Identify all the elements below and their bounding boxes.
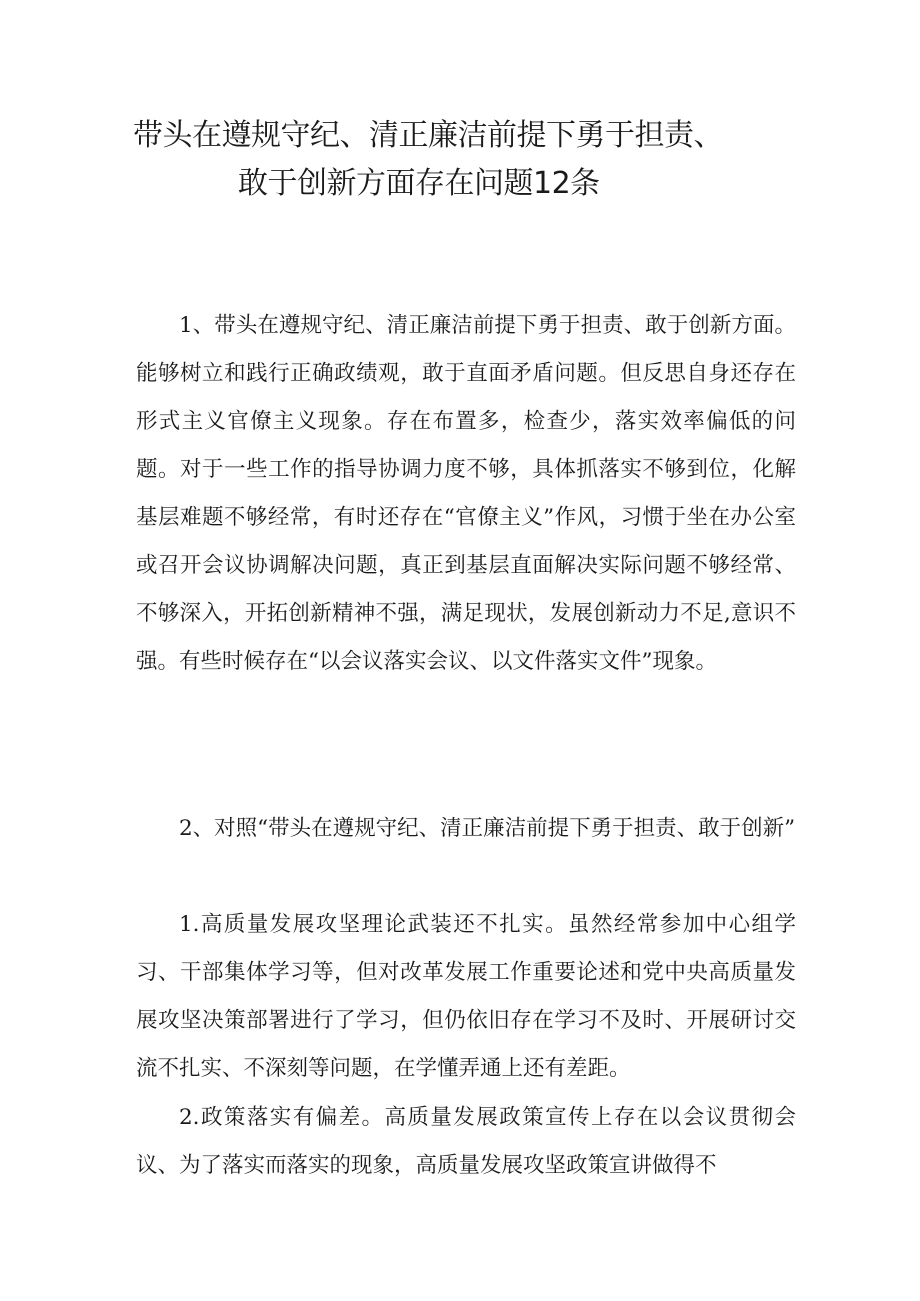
paragraph-section-1: 1、带头在遵规守纪、清正廉洁前提下勇于担责、敢于创新方面。能够树立和践行正确政绩观，敢于直面矛盾问题。但反思自身还存在形式主义官僚主义现象。存在布置多，检查少，落实效率偏低的问题。对于一些工作的指导协调力度不够，具体抓落实不够到位，化解基层难题不够经常，有时还存在“官僚主义”作风，习惯于坐在办公室或召开会议协调解决问题，真正到基层直面解决实际问题不够经常、不够深入，开拓创新精神不强，满足现状，发展创新动力不足,意识不强。有些时候存在“以会议落实会议、以文件落实文件”现象。 [136, 313, 796, 674]
document-title-line-1: 带头在遵规守纪、清正廉洁前提下勇于担责、 [133, 118, 723, 153]
paragraph-item-2: 2.政策落实有偏差。高质量发展政策宣传上存在以会议贯彻会议、为了落实而落实的现象，高质量发展攻坚政策宣讲做得不 [136, 1105, 796, 1178]
paragraph-item-1: 1.高质量发展攻坚理论武装还不扎实。虽然经常参加中心组学习、干部集体学习等，但对改革发展工作重要论述和党中央高质量发展攻坚决策部署进行了学习，但仍依旧存在学习不及时、开展研讨交流不扎实、不深刻等问题，在学懂弄通上还有差距。 [136, 912, 796, 1081]
paragraph-section-2-heading: 2、对照“带头在遵规守纪、清正廉洁前提下勇于担责、敢于创新” [179, 816, 796, 841]
document-title-line-2: 敢于创新方面存在问题12条 [238, 166, 600, 201]
